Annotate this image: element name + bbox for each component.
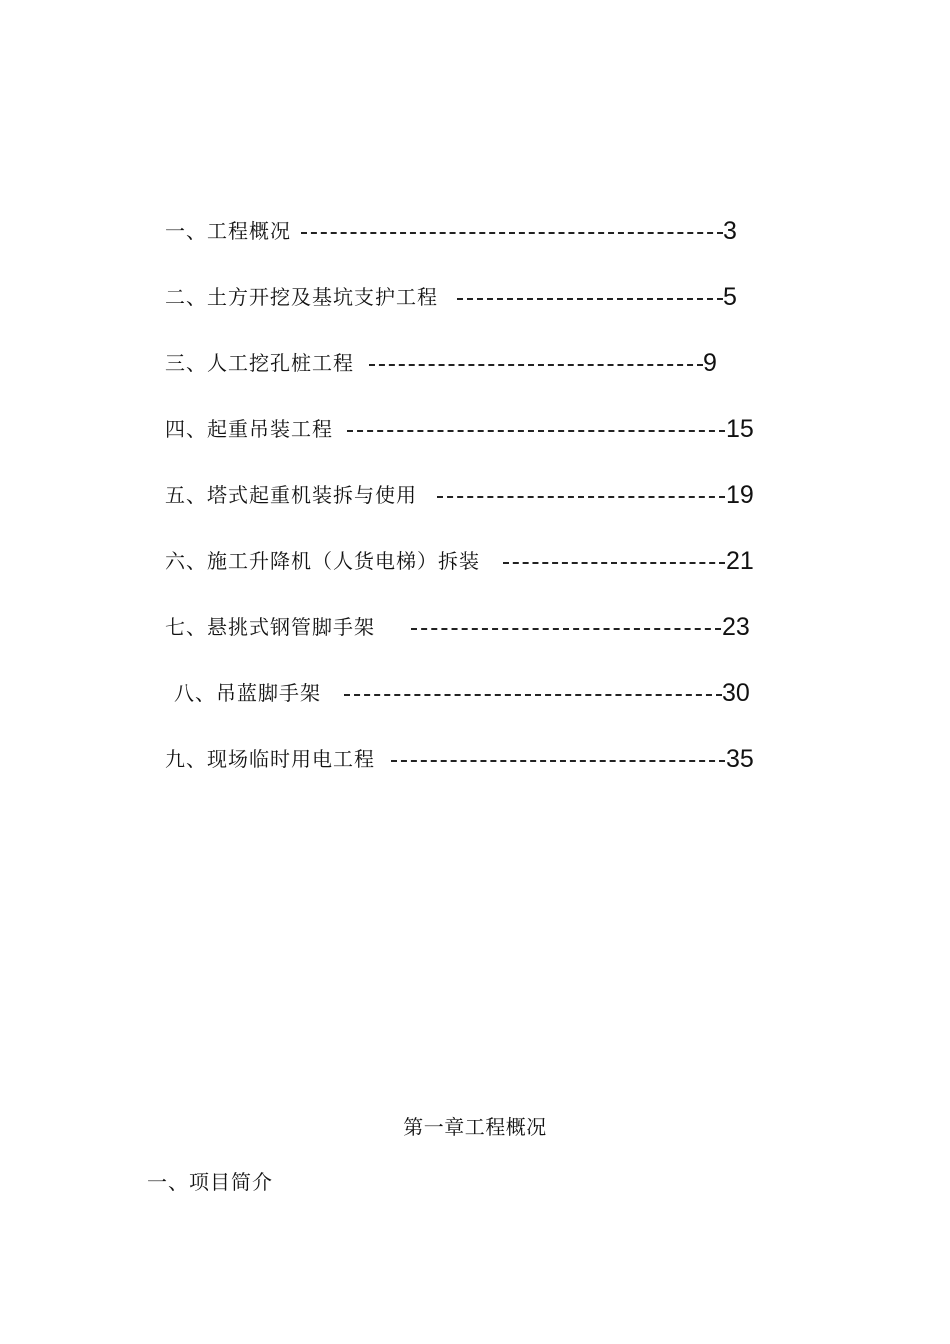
toc-entry[interactable] bbox=[165, 346, 745, 380]
chapter-title: 第一章工程概况 bbox=[403, 1115, 547, 1139]
section-heading: 一、项目简介 bbox=[147, 1170, 273, 1194]
toc-entry[interactable] bbox=[165, 280, 745, 314]
toc-leader-dots bbox=[391, 760, 725, 762]
toc-entry-page: 23 bbox=[722, 613, 750, 641]
toc-entry[interactable] bbox=[165, 214, 745, 248]
toc-leader-dots bbox=[437, 496, 725, 498]
toc-entry-page: 35 bbox=[726, 745, 754, 773]
toc-entry[interactable] bbox=[174, 676, 764, 710]
toc-entry-page: 9 bbox=[703, 349, 717, 377]
toc-entry-title: 七、悬挑式钢管脚手架 bbox=[165, 615, 375, 639]
toc-entry-page: 5 bbox=[723, 283, 737, 311]
toc-leader-dots bbox=[301, 232, 723, 234]
toc-leader-dots bbox=[411, 628, 721, 630]
toc-leader-dots bbox=[503, 562, 725, 564]
toc-entry-title: 九、现场临时用电工程 bbox=[165, 747, 375, 771]
toc-entry[interactable] bbox=[165, 742, 765, 776]
toc-entry[interactable] bbox=[165, 412, 765, 446]
toc-leader-dots bbox=[347, 430, 725, 432]
toc-entry-page: 30 bbox=[722, 679, 750, 707]
toc-entry[interactable] bbox=[165, 478, 765, 512]
toc-leader-dots bbox=[457, 298, 723, 300]
toc-entry-title: 三、人工挖孔桩工程 bbox=[165, 351, 354, 375]
toc-entry-title: 一、工程概况 bbox=[165, 219, 291, 243]
toc-entry-title: 二、土方开挖及基坑支护工程 bbox=[165, 285, 438, 309]
toc-entry-title: 四、起重吊装工程 bbox=[165, 417, 333, 441]
toc-entry-page: 15 bbox=[726, 415, 754, 443]
toc-leader-dots bbox=[369, 364, 703, 366]
toc-entry-title: 六、施工升降机（人货电梯）拆装 bbox=[165, 549, 480, 573]
toc-entry-page: 19 bbox=[726, 481, 754, 509]
toc-leader-dots bbox=[344, 694, 722, 696]
toc-entry-title: 八、吊蓝脚手架 bbox=[174, 681, 321, 705]
toc-entry[interactable] bbox=[165, 544, 765, 578]
toc-entry[interactable] bbox=[165, 610, 765, 644]
toc-entry-title: 五、塔式起重机装拆与使用 bbox=[165, 483, 417, 507]
toc-entry-page: 3 bbox=[723, 217, 737, 245]
toc-entry-page: 21 bbox=[726, 547, 754, 575]
